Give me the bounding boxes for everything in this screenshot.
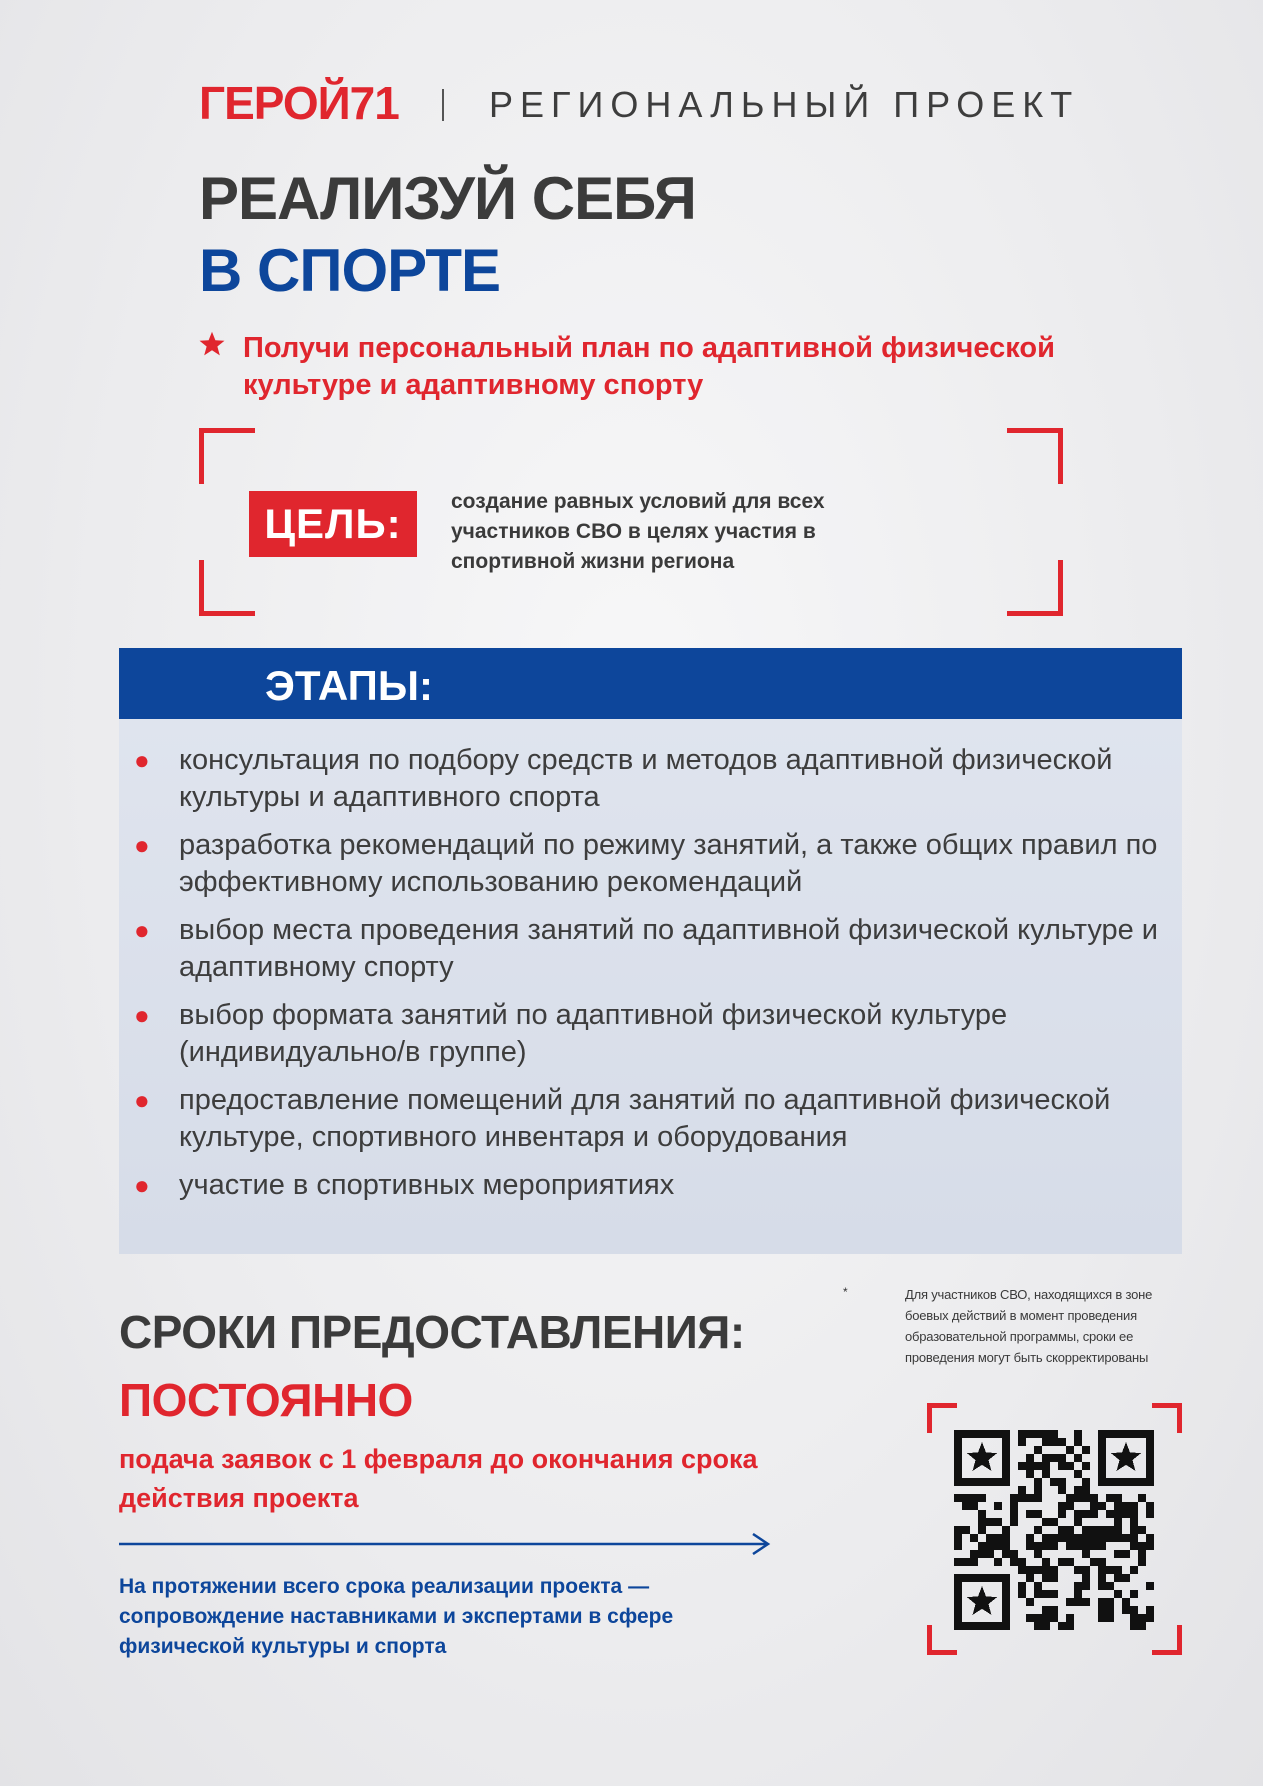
bullet-icon: ● <box>134 1170 150 1200</box>
frame-corner-bottom-left <box>199 560 255 616</box>
stage-text: участие в спортивных мероприятиях <box>179 1169 675 1201</box>
bullet-icon: ● <box>134 830 150 860</box>
stage-text: выбор места проведения занятий по адаптивной физической культуре и адаптивному спорту <box>179 914 1159 983</box>
list-item <box>134 912 1182 986</box>
application-period: подача заявок с 1 февраля до окончания срока действия проекта <box>119 1444 758 1513</box>
footnote-text: Для участников СВО, находящихся в зоне боевых действий в момент проведения образовательной программы, сроки ее проведения могут быть скорректированы <box>905 1287 1153 1365</box>
stage-text: выбор формата занятий по адаптивной физической культуре (индивидуально/в группе) <box>179 999 1008 1068</box>
brand-logo: ГЕРОЙ71 <box>199 77 399 129</box>
frame-corner-bottom-right <box>1007 560 1063 616</box>
mentor-support-text: На протяжении всего срока реализации проекта — сопровождение наставниками и экспертами в сфере физической культуры и спорта <box>119 1575 674 1658</box>
stages-list <box>134 742 1182 1215</box>
list-item <box>134 1167 1182 1204</box>
header-divider <box>442 89 444 121</box>
stages-title: ЭТАПЫ: <box>265 662 433 709</box>
list-item <box>134 997 1182 1071</box>
terms-title: СРОКИ ПРЕДОСТАВЛЕНИЯ: <box>119 1306 745 1358</box>
bullet-icon: ● <box>134 1000 150 1030</box>
stage-text: предоставление помещений для занятий по адаптивной физической культуре, спортивного инвентаря и оборудования <box>179 1084 1111 1153</box>
terms-value: ПОСТОЯННО <box>119 1374 413 1426</box>
list-item <box>134 742 1182 816</box>
arrow-right-icon <box>119 1533 771 1555</box>
bullet-icon: ● <box>134 745 150 775</box>
star-icon <box>198 330 226 358</box>
list-item <box>134 827 1182 901</box>
footnote-mark: * <box>843 1285 848 1299</box>
personal-plan-text: Получи персональный план по адаптивной физической культуре и адаптивному спорту <box>243 332 1055 401</box>
bullet-icon: ● <box>134 915 150 945</box>
frame-corner-top-right <box>1007 428 1063 484</box>
qr-code-icon[interactable] <box>954 1430 1154 1630</box>
page-title-line1: РЕАЛИЗУЙ СЕБЯ <box>199 165 696 232</box>
list-item <box>134 1082 1182 1156</box>
frame-corner-top-left <box>199 428 255 484</box>
goal-badge: ЦЕЛЬ: <box>249 491 417 557</box>
qr-corner-top-left <box>927 1403 957 1433</box>
qr-corner-bottom-right <box>1152 1625 1182 1655</box>
page-title-line2: В СПОРТЕ <box>199 237 501 304</box>
stage-text: разработка рекомендаций по режиму занятий, а также общих правил по эффективному использованию рекомендаций <box>179 829 1158 898</box>
project-subtitle: РЕГИОНАЛЬНЫЙ ПРОЕКТ <box>489 84 1080 125</box>
bullet-icon: ● <box>134 1085 150 1115</box>
stage-text: консультация по подбору средств и методов адаптивной физической культуры и адаптивного спорта <box>179 744 1113 813</box>
qr-corner-bottom-left <box>927 1625 957 1655</box>
qr-corner-top-right <box>1152 1403 1182 1433</box>
goal-text: создание равных условий для всех участников СВО в целях участия в спортивной жизни региона <box>451 490 825 573</box>
